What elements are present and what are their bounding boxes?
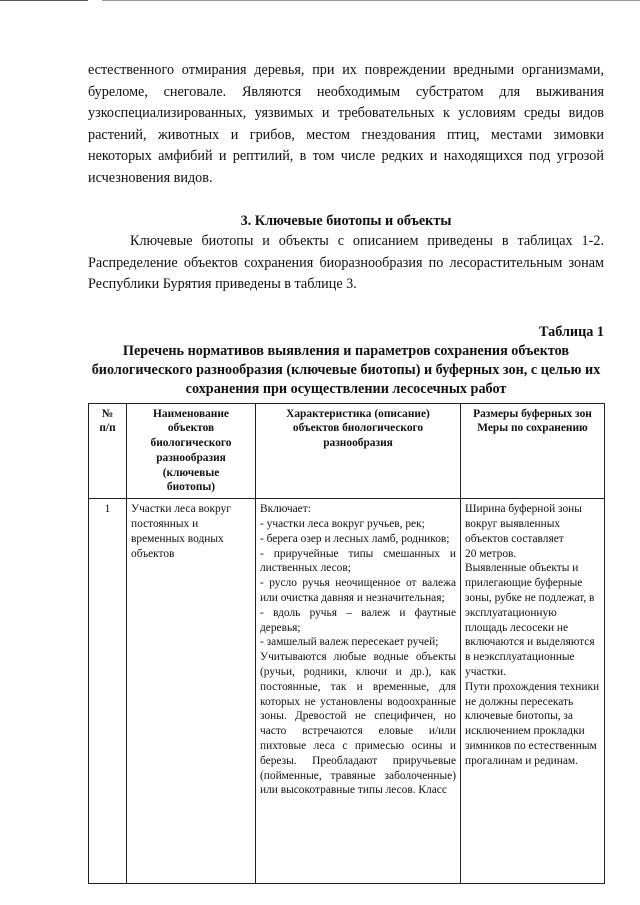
scan-edge-segment <box>0 0 88 1</box>
header-object-name: Наименование объектов биологического разнообразия (ключевые биотопы) <box>127 403 256 499</box>
row-object-name: Участки леса вокруг постоянных и временных водных объектов <box>127 499 256 884</box>
scan-edge-line <box>0 0 640 2</box>
section-heading: 3. Ключевые биотопы и объекты <box>240 213 452 229</box>
row-buffer-size: Ширина буферной зоны вокруг выявленных объектов составляет 20 метров. Выявленные объекты и прилегающие буферные зоны, рубке не подлежат, в эксплуатационную площадь лесосеки не включаются и выделяются в неэксплуатационные участки. Пути прохождения техники не должны пересекать ключевые биотопы, за исключением прокладки зимников по естественным прогалинам и рединам. <box>461 499 605 884</box>
document-page <box>88 60 604 884</box>
header-buffer-size: Размеры буферных зон Меры по сохранению <box>461 403 605 499</box>
section-paragraph: Ключевые биотопы и объекты с описанием приведены в таблицах 1-2. Распределение объектов сохранения биоразнообразия по лесорастительным зонам Республики Бурятия приведены в таблице 3. <box>88 233 604 292</box>
table-label: Таблица 1 <box>539 323 604 340</box>
table-row <box>89 499 605 884</box>
header-description: Характеристика (описание) объектов биологического разнообразия <box>256 403 461 499</box>
intro-paragraph: естественного отмирания деревья, при их повреждении вредными организмами, буреломе, снеговале. Являются необходимым субстратом для выживания узкоспециализированных, уязвимых и требовательных к условиям среды видов растений, животных и грибов, местом гнездования птиц, местами зимовки некоторых амфибий и рептилий, в том числе редких и находящихся под угрозой исчезновения видов. <box>88 62 604 186</box>
row-description: Включает: - участки леса вокруг ручьев, рек; - берега озер и лесных ламб, родников; - приручейные типы смешанных и лиственных лесов; - русло ручья неочищенное от валежа или очистка давняя и незначительная; - вдоль ручья – валеж и фаутные деревья; - замшелый валеж пересекает ручей; Учитываются любые водные объекты (ручьи, родники, ключи и др.), как постоянные, так и временные, для которых не установлены водоохранные зоны. Древостой не специфичен, но часто встречаются еловые и/или пихтовые леса с примесью осины и березы. Преобладают приручьевые (пойменные, травяные заболоченные) или высокотравные типы лесов. Класс <box>256 499 461 884</box>
row-number: 1 <box>89 499 127 884</box>
table-header-row <box>89 403 605 499</box>
header-number: № п/п <box>89 403 127 499</box>
table-title: Перечень нормативов выявления и параметров сохранения объектов биологического разнообразия (ключевые биотопы) и буферных зон, с целью их сохранения при осуществлении лесосечных работ <box>91 342 601 397</box>
scan-edge-segment <box>102 0 640 1</box>
biotope-table <box>88 403 605 885</box>
